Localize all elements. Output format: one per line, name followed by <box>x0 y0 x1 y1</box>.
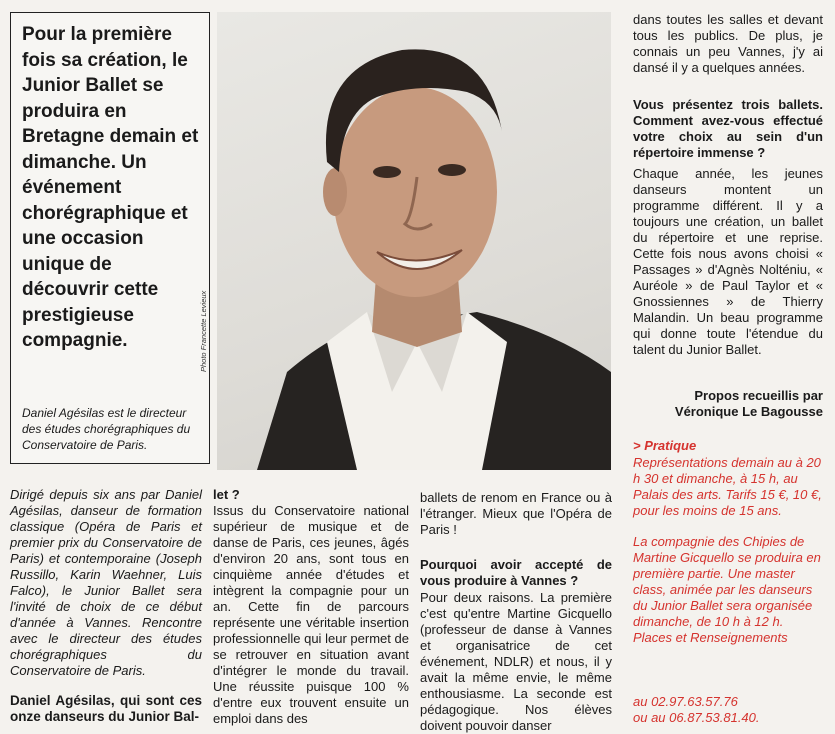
intro-paragraph: Dirigé depuis six ans par Daniel Agésilas, danseur de formation classique (Opéra de Paris et premier prix du Conservatoire de Paris) et contemporaine (Joseph Russillo, Karin Waehner, Luis Falco), le Junior Ballet sera l'invité de choix de ce début d'année à Vannes. Rencontre avec le directeur des études chorégraphiques du Conservatoire de Paris. <box>10 487 202 678</box>
answer-2-continued: dans toutes les salles et devant tous les publics. De plus, je connais un peu Vannes, j'y ai dansé il y a quelques années. <box>633 12 823 75</box>
pratique-text-2: La compagnie des Chipies de Martine Gicquello se produira en première partie. Une master class, animée par les danseurs du Junior Ballet sera organisée dimanche, de 10 h à 12 h. Places et Renseignements <box>633 534 821 645</box>
pratique-text-1: Représentations demain au à 20 h 30 et dimanche, à 15 h, au Palais des arts. Tarifs 15 €, 10 €, pour les moins de 15 ans. <box>633 455 822 518</box>
pratique-phone-1: au 02.97.63.57.76 <box>633 694 738 709</box>
lead-text: Pour la première fois sa création, le Junior Ballet se produira en Bretagne demain et dimanche. Un événement chorégraphique et une occasion unique de découvrir cette prestigieuse compagnie. <box>22 24 199 351</box>
portrait-illustration <box>217 12 611 470</box>
photo-credit: Photo Francette Levieux <box>199 290 208 372</box>
question-2: Pourquoi avoir accepté de vous produire à Vannes ? <box>420 557 612 588</box>
portrait-photo <box>217 12 611 470</box>
byline-2: Véronique Le Bagousse <box>674 404 823 419</box>
question-1-start: Daniel Agésilas, qui sont ces onze danseurs du Junior Bal- <box>10 693 202 724</box>
byline-1: Propos recueillis par <box>694 388 823 403</box>
pratique-title: > Pratique <box>633 438 697 453</box>
question-3: Vous présentez trois ballets. Comment avez-vous effectué votre choix au sein d'un répertoire immense ? <box>633 97 823 160</box>
question-1-end: let ? <box>213 487 240 502</box>
pratique-phone-2: ou au 06.87.53.81.40. <box>633 710 760 725</box>
photo-caption: Daniel Agésilas est le directeur des études chorégraphiques du Conservatoire de Paris. <box>22 406 191 452</box>
answer-2: Pour deux raisons. La première c'est qu'entre Martine Gicquello (professeur de danse à Vannes et organisatrice de cet événement, NDLR) et nous, il y avait la même envie, le même enthousiasme. La seconde est pédagogique. Nos élèves doivent pouvoir danser <box>420 590 612 733</box>
answer-1: Issus du Conservatoire national supérieur de musique et de danse de Paris, ces jeunes, âgés d'environ 20 ans, sont tous en cinquième année d'études et intègrent la compagnie pour un an. Cette fin de parcours représente une véritable insertion professionnelle qui leur permet de se retrouver en situation avant d'intégrer le monde du travail. Une réussite puisque 100 % d'entre eux trouvent ensuite un emploi dans des <box>213 503 409 726</box>
answer-1-continued: ballets de renom en France ou à l'étranger. Mieux que l'Opéra de Paris ! <box>420 490 612 537</box>
answer-3: Chaque année, les jeunes danseurs montent un programme différent. Il y a toujours une création, un ballet du répertoire et une reprise. Cette fois nous avons choisi « Passages » d'Agnès Nolténiu, « Auréole » de Paul Taylor et « Gnossiennes » de Thierry Malandin. Un beau programme qui donne toute l'étendue du talent du Junior Ballet. <box>633 166 823 357</box>
